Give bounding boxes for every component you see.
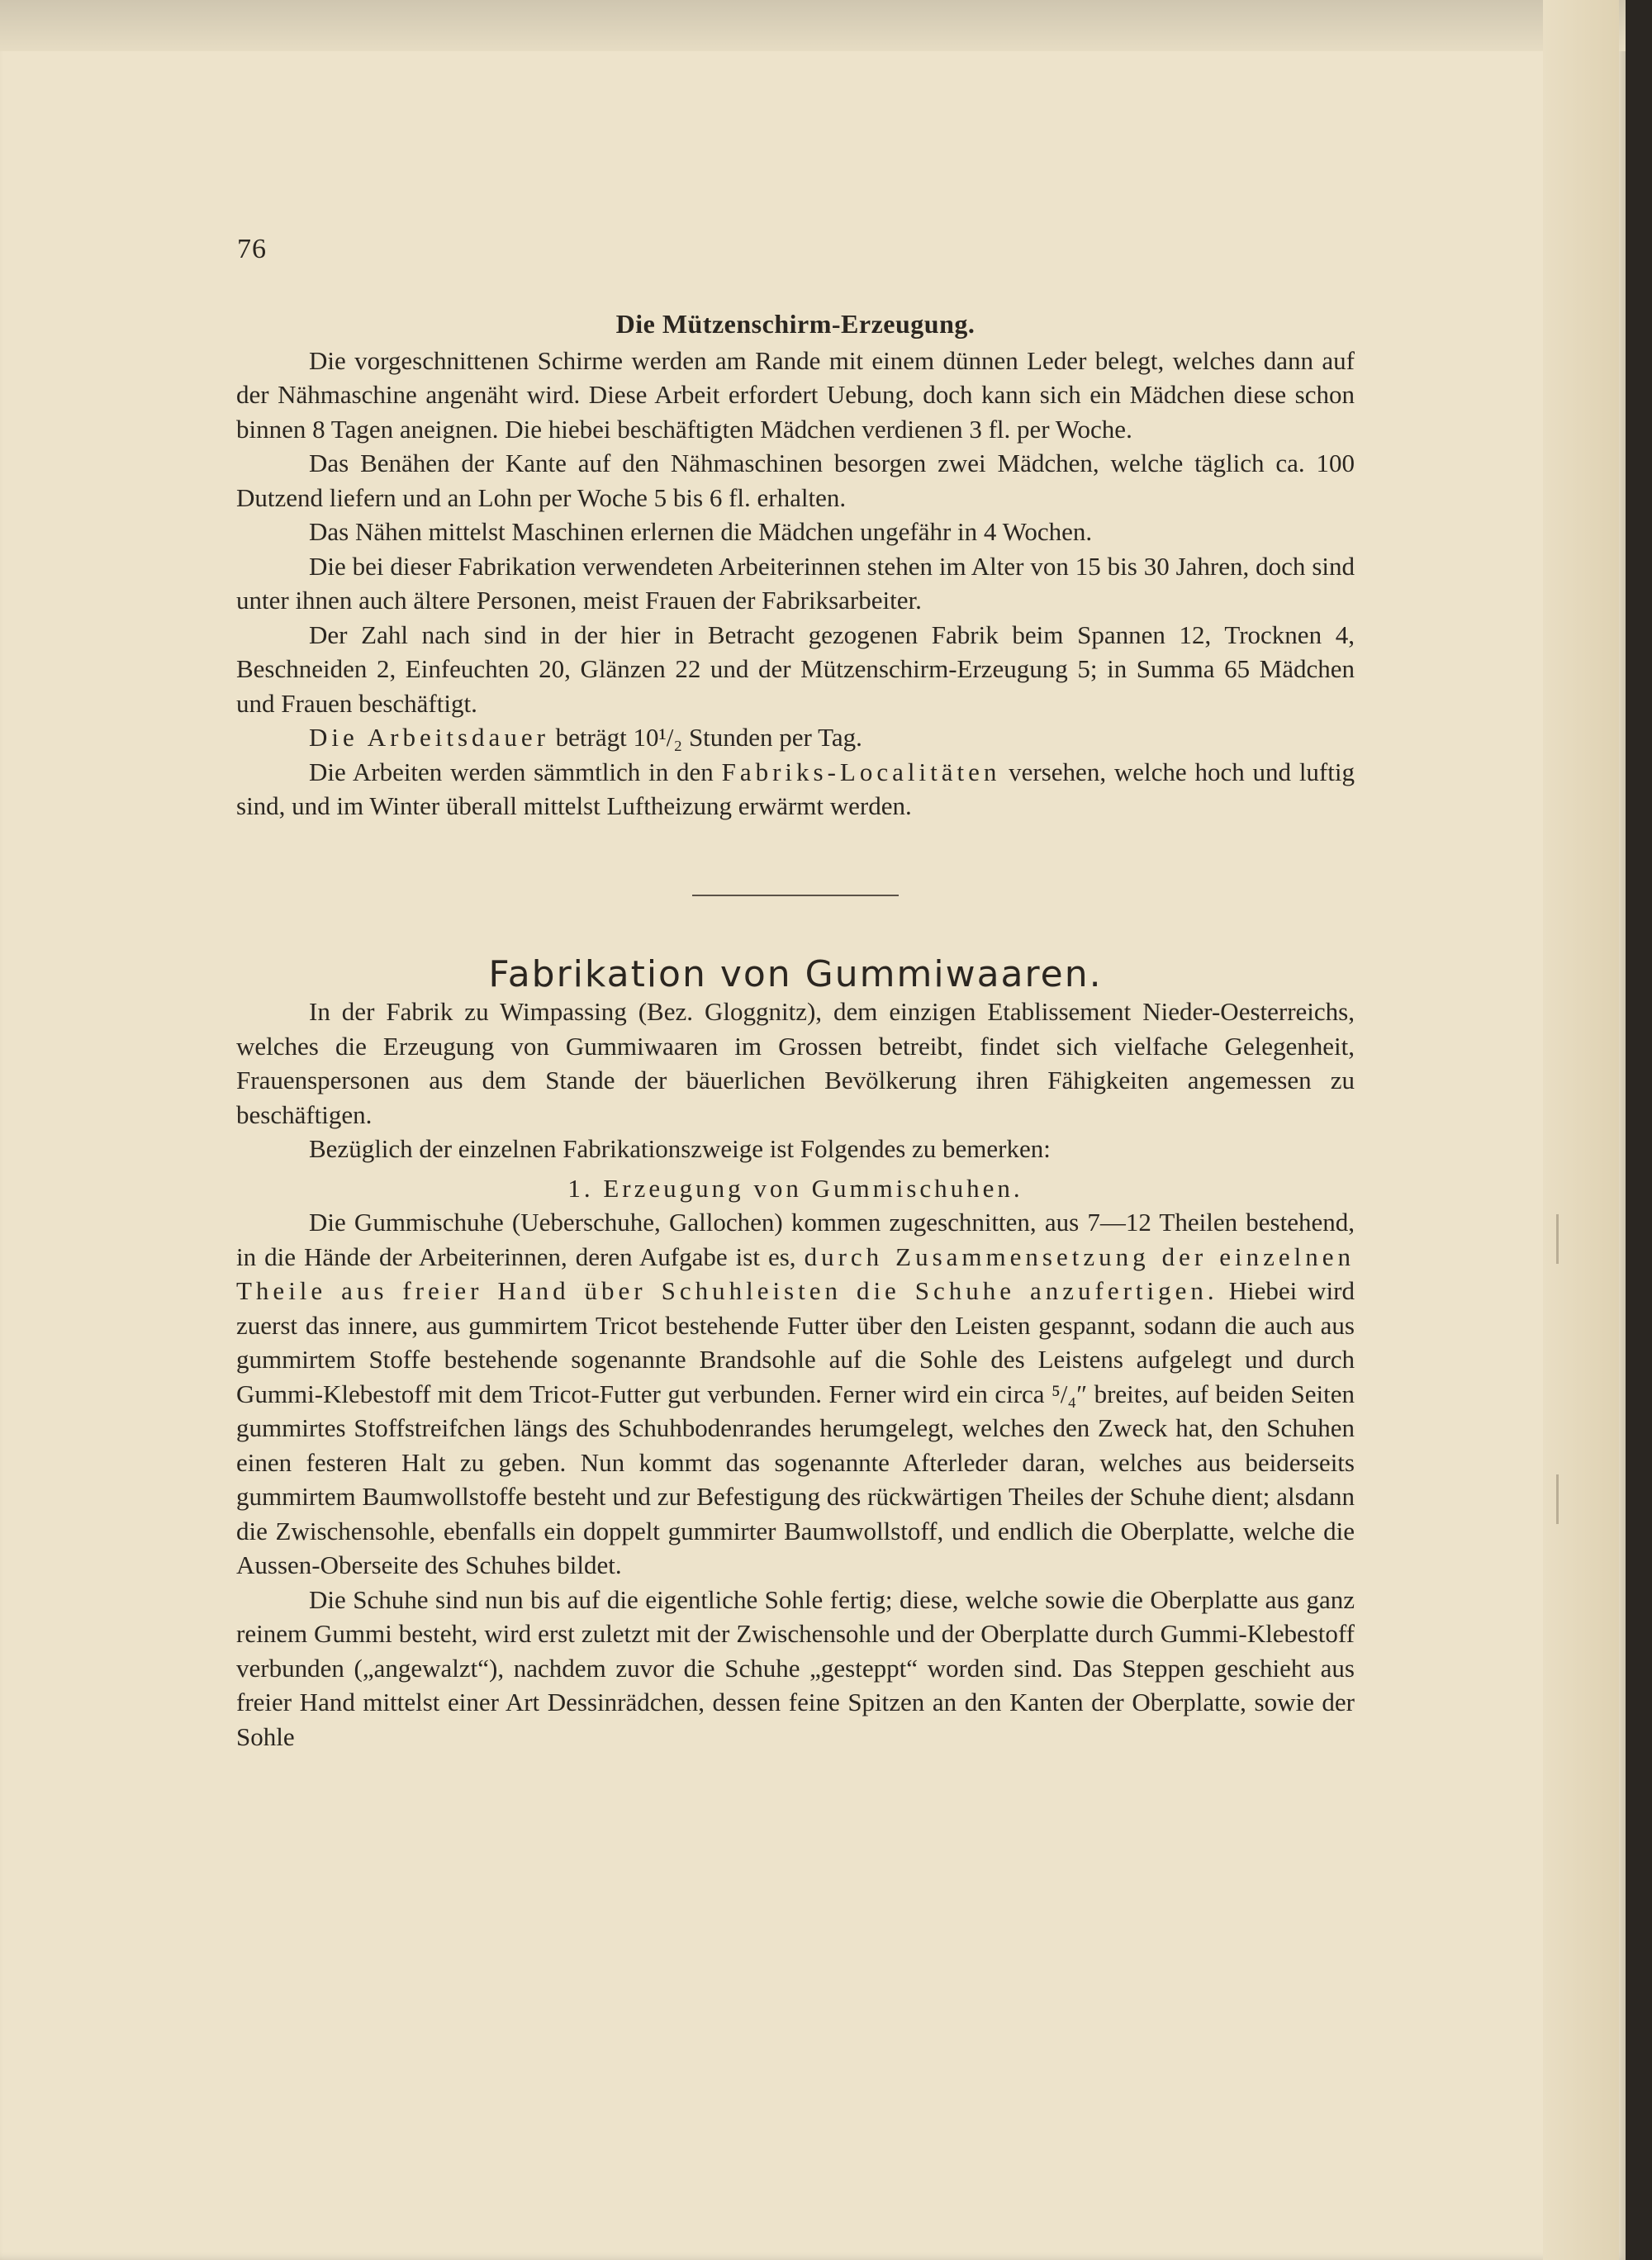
page-right-edge — [1543, 0, 1619, 2260]
margin-mark — [1556, 1214, 1559, 1264]
paragraph — [236, 755, 1355, 824]
paragraph — [236, 1205, 1355, 1583]
paragraph: Die Schuhe sind nun bis auf die eigentliche Sohle fertig; diese, welche sowie die Oberplatte aus ganz reinem Gummi besteht, wird erst zuletzt mit der Zwischensohle und der Oberplatte durch Gummi-Klebestoff verbunden („angewalzt“), nachdem zuvor die Schuhe „gesteppt“ worden sind. Das Steppen geschieht aus freier Hand mittelst einer Art Dessinrädchen, dessen feine Spitzen an den Kanten der Oberplatte, sowie der Sohle — [236, 1584, 1355, 1751]
main-text — [236, 307, 1355, 1754]
paragraph — [236, 720, 1355, 755]
emphasis-text: durch Zusammensetzung der einzelnen Theile aus freier Hand über Schuhleisten die Schuhe anzufertigen. — [236, 1242, 1355, 1305]
section-divider — [692, 895, 899, 896]
subsection-title-gummischuhe: 1. Erzeugung von Gummischuhen. — [567, 1173, 1023, 1203]
page-number: 76 — [237, 234, 267, 264]
paragraph-text: Die Gummischuhe (Ueberschuhe, Gallochen) kommen zugeschnitten, aus 7—12 Theilen bestehend, in die Hände der Arbeiterinnen, deren Aufgabe ist es, — [236, 1208, 1355, 1271]
emphasis-text: Fabriks-Localitäten — [721, 757, 1001, 786]
section-title-muetzenschirm: Die Mützenschirm-Erzeugung. — [615, 309, 976, 339]
paragraph: Bezüglich der einzelnen Fabrikationszweige ist Folgendes zu bemerken: — [309, 1134, 1051, 1163]
page-top-edge — [0, 0, 1626, 51]
chapter-title-gummiwaaren: Fabrikation von Gummiwaaren. — [488, 952, 1103, 995]
emphasis-text: Die Arbeitsdauer — [309, 723, 549, 752]
paragraph-text: beträgt 10¹/₂ Stunden per Tag. — [548, 723, 862, 752]
paragraph: Das Nähen mittelst Maschinen erlernen die Mädchen ungefähr in 4 Wochen. — [309, 517, 1093, 546]
paragraph: Das Benähen der Kante auf den Nähmaschinen besorgen zwei Mädchen, welche täglich ca. 100 Dutzend liefern und an Lohn per Woche 5 bis 6 fl. erhalten. — [236, 449, 1355, 512]
paragraph-text: Die Arbeiten werden sämmtlich in den — [309, 757, 722, 786]
margin-mark — [1556, 1474, 1559, 1524]
paragraph-text: Hiebei wird zuerst das innere, aus gummirtem Tricot bestehende Futter über den Leisten gespannt, sodann die auch aus gummirtem Stoffe bestehende sogenannte Brandsohle auf die Sohle des Leistens aufgelegt und durch Gummi-Klebestoff mit dem Tricot-Futter gut verbunden. Ferner wird ein circa ⁵/₄″ breites, auf beiden Seiten gummirtes Stoffstreifchen längs des Schuhbodenrandes herumgelegt, welches den Zweck hat, den Schuhen einen festeren Halt zu geben. Nun kommt das sogenannte Afterleder daran, welches aus beiderseits gummirtem Baumwollstoffe besteht und zur Befestigung des rückwärtigen Theiles der Schuhe dient; alsdann die Zwischensohle, ebenfalls ein doppelt gummirter Baumwollstoff, und endlich die Oberplatte, welche die Aussen-Oberseite des Schuhes bildet. — [236, 1276, 1355, 1579]
paragraph: Der Zahl nach sind in der hier in Betracht gezogenen Fabrik beim Spannen 12, Trocknen 4, Beschneiden 2, Einfeuchten 20, Glänzen 22 und der Mützenschirm-Erzeugung 5; in Summa 65 Mädchen und Frauen beschäftigt. — [236, 620, 1355, 718]
paragraph-text: versehen, welche hoch und luftig sind, und im Winter überall mittelst Luftheizung erwärmt werden. — [236, 757, 1355, 820]
paragraph: In der Fabrik zu Wimpassing (Bez. Gloggnitz), dem einzigen Etablissement Nieder-Oesterreichs, welches die Erzeugung von Gummiwaaren im Grossen betreibt, findet sich vielfache Gelegenheit, Frauenspersonen aus dem Stande der bäuerlichen Bevölkerung ihren Fähigkeiten angemessen zu beschäftigen. — [236, 997, 1355, 1129]
paragraph: Die vorgeschnittenen Schirme werden am Rande mit einem dünnen Leder belegt, welches dann auf der Nähmaschine angenäht wird. Diese Arbeit erfordert Uebung, doch kann sich ein Mädchen diese schon binnen 8 Tagen aneignen. Die hiebei beschäftigten Mädchen verdienen 3 fl. per Woche. — [236, 345, 1355, 444]
paragraph: Die bei dieser Fabrikation verwendeten Arbeiterinnen stehen im Alter von 15 bis 30 Jahren, doch sind unter ihnen auch ältere Personen, meist Frauen der Fabriksarbeiter. — [236, 551, 1355, 615]
